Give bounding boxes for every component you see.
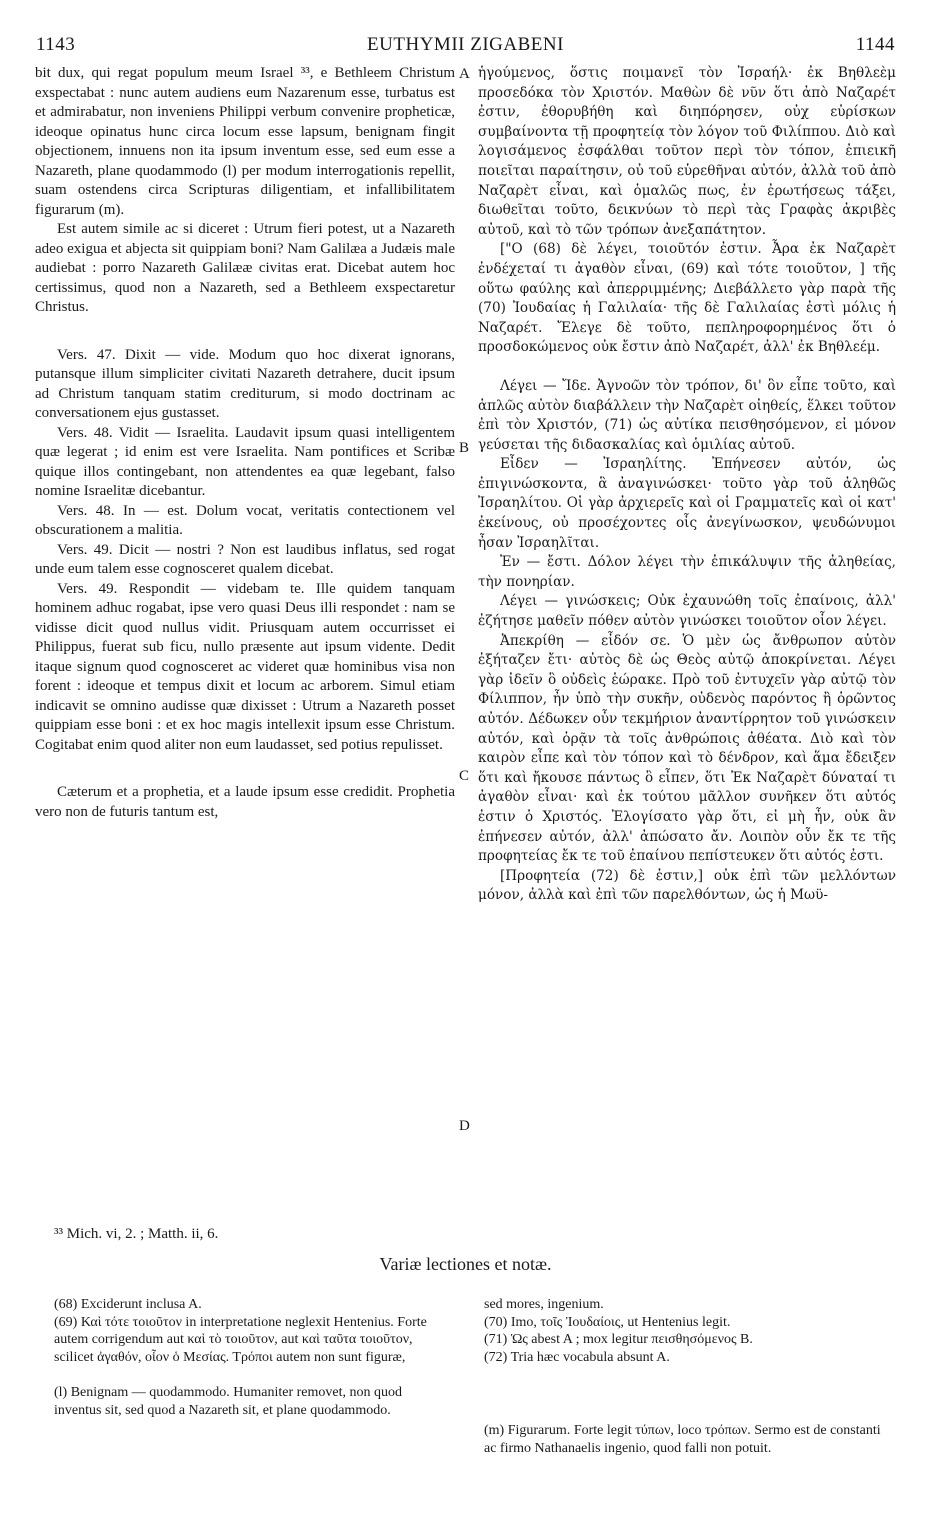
greek-paragraph: [Προφητεία (72) δὲ ἐστιν,] οὐκ ἐπὶ τῶν μελλόντων μόνον, ἀλλὰ καὶ ἐπὶ τῶν παρελθόντων, ὡς ἡ Μωϋ- — [478, 867, 896, 904]
section-marker-d: D — [459, 1118, 470, 1134]
page-number-left: 1143 — [36, 34, 76, 55]
greek-paragraph: ἡγούμενος, ὅστις ποιμανεῖ τὸν Ἰσραήλ· ἐκ Βηθλεὲμ προσεδόκα τὸν Χριστόν. Μαθὼν δὲ νῦν ὅτι ἀπὸ Ναζαρέτ ἐστιν, ἐθορυβήθη καὶ διηπόρησεν, οὐχ εὑρίσκων συμβαίνοντα τῇ προφητείᾳ τὸν λόγον τοῦ Φιλίππου. Διὸ καὶ λογισάμενος ἐσφάλθαι τοῦτον περὶ τὸν τόπον, ἐπιεικῆ ποιεῖται παραίτησιν, οὐ τοῦ εὑρεθῆναι αὐτόν, ἀλλὰ τοῦ ἀπὸ Ναζαρὲτ εἶναι, καὶ ὁμαλῶς πως, ἐν ἐρωτήσεως τάξει, διωθεῖται τοῦτο, δεικνύων τὸ περὶ τὰς Γραφὰς ἀκριβὲς αὐτοῦ, καὶ τὸ τῶν τρόπων ἀνεξαπάτητον. — [478, 65, 896, 238]
greek-paragraph: Λέγει — γινώσκεις; Οὐκ ἐχαυνώθη τοῖς ἐπαίνοις, ἀλλ' ἐζήτησε μαθεῖν πόθεν αὐτὸν γινώσκει τοιοῦτον οἷον λέγει. — [478, 593, 896, 630]
variae-lectiones-title: Variæ lectiones et notæ. — [379, 1254, 552, 1274]
running-header — [36, 34, 895, 60]
variant-note: sed mores, ingenium. — [484, 1297, 604, 1312]
variant-note: (70) Imo, τοῖς Ἰουδαίοις, ut Hentenius legit. — [484, 1314, 731, 1330]
latin-paragraph: Vers. 49. Dicit — nostri ? Non est laudibus inflatus, sed rogat unde eum talem esse cognosceret qualem dicebat. — [35, 541, 455, 577]
latin-paragraph: Vers. 48. In — est. Dolum vocat, veritatis contectionem vel obscurationem a malitia. — [35, 502, 455, 538]
greek-column — [478, 64, 896, 906]
greek-paragraph: Ἀπεκρίθη — εἶδόν σε. Ὁ μὲν ὡς ἄνθρωπον αὐτὸν ἐξήταζεν ἔτι· αὐτὸς δὲ ὡς Θεὸς αὐτῷ ἀποκρίνεται. Λέγει γὰρ ἰδεῖν ὃ οὐδεὶς ἑώρακε. Πρὸ τοῦ ἐντυχεῖν γὰρ αὐτῷ τὸν Φίλιππον, ἦν ὑπὸ τὴν συκῆν, οὐδενὸς παρόντος ἢ ὁρῶντος αὐτόν. Δέδωκεν οὖν τεκμήριον ἀναντίρρητον τοῦ γινώσκειν αὐτόν, καὶ ὁρᾷν τὰ τοῖς ἀνθρώποις ἀθέατα. Διὸ καὶ τὸν καιρὸν εἶπε καὶ τὸν τόπον καὶ τὸ δένδρον, καὶ ἅμα ἔδειξεν ὅτι καὶ ἤκουσε πάντως ὃ εἶπεν, ὅτι Ἐκ Ναζαρὲτ δύναταί τι ἀγαθὸν εἶναι· καὶ ἐκ τούτου μᾶλλον συνῆκεν ὅτι αὐτός ἐστιν ὁ Χριστός. Ἐλογίσατο γὰρ ὅτι, εἰ μὴ ἦν, οὐκ ἂν ἐπήνεσεν αὐτόν, ἀλλ' ἀπώσατο ἄν. Λοιπὸν οὖν ἔκ τε τῆς προφητείας ἔκ τε τοῦ ἐπαίνου πεπίστευκεν ὅτι αὐτός ἐστι. — [478, 632, 896, 865]
latin-column — [35, 64, 455, 822]
notes-right-column — [484, 1296, 894, 1457]
latin-paragraph: Vers. 49. Respondit — videbam te. Ille quidem tanquam hominem adhuc rogabat, ipse vero quasi Deus illi respondet : nam se vidisse dicit quod nullus vidit. Priusquam autem occurrisset ei Philippus, fuerat sub ficu, nullo præsente aut ipsum vidente. Dedit itaque signum quod cognosceret ac videret quæ hominibus visa non forent : ideoque et tempus dixit et locum ac arborem. Simul etiam indicavit se omnino audisse quæ dixisset : Utrum a Nazareth posset quippiam esse boni : et ex hoc magis intellexit ipsum esse Christum. Cogitabat enim quod aliter non eum laudasset, sed potius repulisset. — [35, 580, 455, 753]
section-marker-b: B — [459, 440, 470, 456]
notes-left-column — [54, 1296, 449, 1419]
variant-note: (71) Ὡς abest A ; mox legitur πεισθησόμενος B. — [484, 1332, 753, 1347]
latin-paragraph: bit dux, qui regat populum meum Israel ³³, e Bethleem Christum exspectabat : nunc autem audiens eum Nazarenum esse, turbatus est et admirabatur, non inveniens Philippi verbum convenire propheticæ, ideoque opinatus hunc circa locum esse lapsum, benignam fingit objectionem, innuens non ita ipsum inventum esse, sed eum esse a Nazareth, plane quodammodo (l) per modum interrogationis repellit, suam ostendens circa Scripturas diligentiam, et infallibilitatem figurarum (m). — [35, 65, 455, 218]
section-marker-c: C — [459, 768, 470, 784]
greek-paragraph: Ἐν — ἔστι. Δόλον λέγει τὴν ἐπικάλυψιν τῆς ἀληθείας, τὴν πονηρίαν. — [478, 554, 896, 590]
variant-note: (68) Exciderunt inclusa A. — [54, 1297, 202, 1312]
latin-paragraph: Vers. 47. Dixit — vide. Modum quo hoc dixerat ignorans, putansque illum simpliciter civitati Nazareth detrahere, ducit ipsum ad Christum tanquam statim crediturum, si modo doctrinam ac conversationem ejus gustasset. — [35, 346, 455, 421]
editorial-note: (m) Figurarum. Forte legit τύπων, loco τρόπων. Sermo est de constanti ac firmo Nathanaelis ingenio, quod falli non potuit. — [484, 1423, 881, 1456]
greek-paragraph: ["Ο (68) δὲ λέγει, τοιοῦτόν ἐστιν. Ἆρα ἐκ Ναζαρὲτ ἐνδέχεταί τι ἀγαθὸν εἶναι, (69) καὶ τότε τοιοῦτον, ] τῆς οὕτω φαύλης καὶ ἀπερριμμένης; Διεβάλλετο γὰρ παρὰ τῆς (70) Ἰουδαίας ἡ Γαλιλαία· τῆς δὲ Γαλιλαίας ἐστὶ μόλις ἡ Ναζαρέτ. Ἔλεγε δὲ τοῦτο, πεπληροφορημένος ὅτι ὁ προσδοκώμενος οὐκ ἔστιν ἀπὸ Ναζαρέτ, ἀλλ' ἐκ Βηθλεέμ. — [478, 241, 896, 356]
page-number-right: 1144 — [855, 34, 895, 55]
variant-note: (69) Καὶ τότε τοιοῦτον in interpretatione neglexit Hentenius. Forte autem corrigendum aut καὶ τὸ τοιοῦτον, aut καὶ ταῦτα τοιοῦτον, scilicet ἀγαθόν, οἷον ὁ Μεσίας. Τρόποι autem non sunt figuræ, — [54, 1314, 427, 1365]
greek-paragraph: Λέγει — Ἴδε. Ἀγνοῶν τὸν τρόπον, δι' ὃν εἶπε τοῦτο, καὶ ἁπλῶς αὐτὸν διαβάλλειν τὴν Ναζαρὲτ οἰηθείς, ἕλκει τοῦτον ἐπὶ τὸν Χριστόν, (71) ὡς αὐτίκα πεισθησόμενον, εἰ μόνον γεύσεται τῆς διδασκαλίας καὶ ὁμιλίας αὐτοῦ. — [478, 377, 896, 453]
editorial-note: (l) Benignam — quodammodo. Humaniter removet, non quod inventus sit, sed quod a Nazareth sit, et plane quodammodo. — [54, 1385, 402, 1418]
variant-note: (72) Tria hæc vocabula absunt A. — [484, 1349, 670, 1365]
section-marker-a: A — [459, 66, 470, 82]
page-title: EUTHYMII ZIGABENI — [367, 34, 564, 55]
latin-paragraph: Est autem simile ac si diceret : Utrum fieri potest, ut a Nazareth adeo exigua et abjecta sit quippiam boni? Nam Galilæa a Judæis male audiebat : porro Nazareth Galilææ civitas erat. Dicebat autem hoc certissimus, quod non a Nazareth, sed a Bethleem exspectaretur Christus. — [35, 221, 455, 315]
scripture-footnote: ³³ Mich. vi, 2. ; Matth. ii, 6. — [54, 1226, 219, 1242]
greek-paragraph: Εἶδεν — Ἰσραηλίτης. Ἐπήνεσεν αὐτόν, ὡς ἐπιγινώσκοντα, ἃ ἀναγινώσκει· τοῦτο γὰρ τοῦ ἀληθῶς Ἰσραηλίτου. Οἱ γὰρ ἀρχιερεῖς καὶ οἱ Γραμματεῖς καὶ οἱ κατ' ἐκείνους, οὐ προσέχοντες οἷς ἀνεγίνωσκον, ψευδώνυμοι ἦσαν Ἰσραηλῖται. — [478, 456, 896, 551]
latin-paragraph: Cæterum et a prophetia, et a laude ipsum esse credidit. Prophetia vero non de futuris tantum est, — [35, 784, 455, 820]
latin-paragraph: Vers. 48. Vidit — Israelita. Laudavit ipsum quasi intelligentem quæ legerat ; id enim est vere Israelita. Nam pontifices et Scribæ quique illos contingebant, non attendentes ea quæ legebant, falso nomine Israelitæ dicebantur. — [35, 424, 455, 499]
